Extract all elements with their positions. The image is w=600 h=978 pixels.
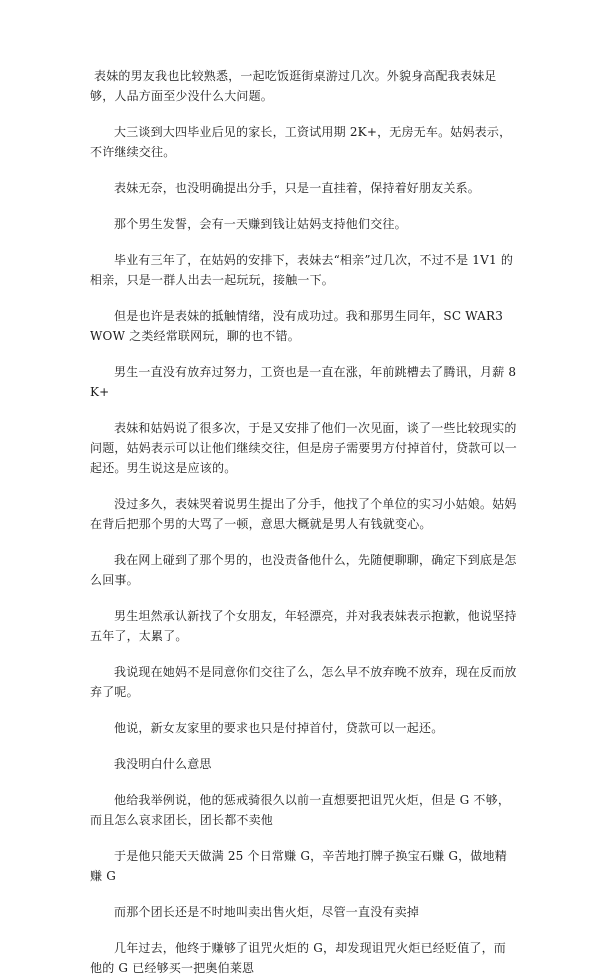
paragraph: 没过多久，表妹哭着说男生提出了分手，他找了个单位的实习小姑娘。姑妈在背后把那个男的大骂了一顿，意思大概就是男人有钱就变心。 (90, 497, 517, 531)
paragraph: 他给我举例说，他的惩戒骑很久以前一直想要把诅咒火炬，但是 G 不够，而且怎么哀求团长，团长都不卖他 (90, 793, 511, 827)
paragraph: 我说现在她妈不是同意你们交往了么，怎么早不放弃晚不放弃，现在反而放弃了呢。 (90, 665, 517, 699)
paragraph: 而那个团长还是不时地叫卖出售火炬，尽管一直没有卖掉 (114, 905, 420, 919)
paragraph: 表妹和姑妈说了很多次，于是又安排了他们一次见面，谈了一些比较现实的问题，姑妈表示可以让他们继续交往，但是房子需要男方付掉首付，贷款可以一起还。男生说这是应该的。 (90, 421, 518, 475)
paragraph: 于是他只能天天做满 25 个日常赚 G，辛苦地打牌子换宝石赚 G，做地精赚 G (90, 849, 507, 883)
paragraph: 男生一直没有放弃过努力，工资也是一直在涨，年前跳槽去了腾讯，月薪 8K+ (90, 365, 517, 399)
paragraph: 表妹无奈，也没明确提出分手，只是一直挂着，保持着好朋友关系。 (114, 181, 481, 195)
paragraph: 那个男生发誓，会有一天赚到钱让姑妈支持他们交往。 (114, 217, 407, 231)
paragraph: 大三谈到大四毕业后见的家长，工资试用期 2K+，无房无车。姑妈表示，不许继续交往。 (90, 125, 512, 159)
paragraph: 几年过去，他终于赚够了诅咒火炬的 G，却发现诅咒火炬已经贬值了，而他的 G 已经够买一把奥伯莱恩 (90, 941, 507, 975)
paragraph: 表妹的男友我也比较熟悉，一起吃饭逛街桌游过几次。外貌身高配我表妹足够，人品方面至少没什么大问题。 (90, 69, 497, 103)
paragraph: 他说，新女友家里的要求也只是付掉首付，贷款可以一起还。 (114, 721, 444, 735)
paragraph: 男生坦然承认新找了个女朋友，年轻漂亮，并对我表妹表示抱歉，他说坚持五年了，太累了。 (90, 609, 517, 643)
paragraph: 我在网上碰到了那个男的，也没责备他什么，先随便聊聊，确定下到底是怎么回事。 (90, 553, 517, 587)
paragraph: 毕业有三年了，在姑妈的安排下，表妹去“相亲”过几次，不过不是 1V1 的相亲，只是一群人出去一起玩玩，接触一下。 (90, 253, 514, 287)
paragraph: 我没明白什么意思 (114, 757, 212, 771)
paragraph: 但是也许是表妹的抵触情绪，没有成功过。我和那男生同年，SC WAR3 WOW 之类经常联网玩，聊的也不错。 (90, 309, 504, 343)
